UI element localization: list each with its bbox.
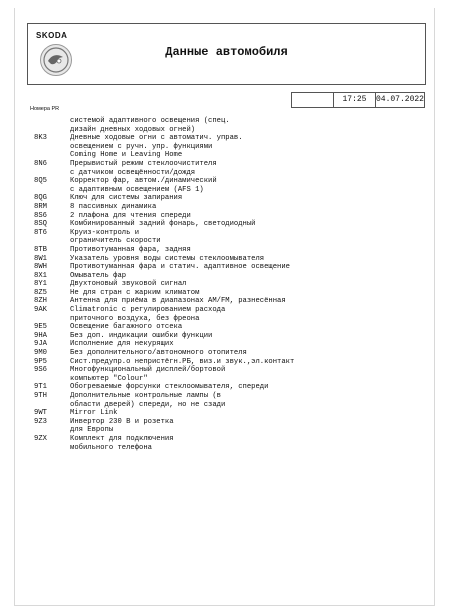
list-item: [34, 383, 424, 392]
time-value: 17:25: [333, 93, 375, 107]
pr-description: Антенна для приёма в диапазонах AM/FM, разнесённая: [70, 297, 286, 306]
list-item: [34, 315, 424, 324]
pr-code: 8N6: [34, 159, 47, 168]
pr-code: 8X1: [34, 271, 47, 280]
pr-description: Многофункциональный дисплей/бортовой: [70, 366, 226, 375]
list-item: [34, 160, 424, 169]
pr-description: дизайн дневных ходовых огней): [70, 125, 196, 134]
pr-code: 9JA: [34, 340, 47, 349]
list-item: [34, 151, 424, 160]
pr-code: 8RM: [34, 202, 47, 211]
pr-description: Противотуманная фара, задняя: [70, 245, 191, 254]
pr-code: 8S6: [34, 211, 47, 220]
pr-description: с датчиком освещённости/дождя: [70, 168, 196, 177]
pr-description: Дополнительные контрольные лампы (в: [70, 392, 221, 400]
pr-code: 9HA: [34, 331, 47, 340]
document-title: Данные автомобиля: [165, 45, 288, 59]
pr-description: Омыватель фар: [70, 271, 127, 280]
pr-description: области дверей) спереди, но не сзади: [70, 400, 226, 409]
pr-code: 8SQ: [34, 220, 47, 229]
pr-description: ограничитель скорости: [70, 237, 161, 246]
list-item: [34, 297, 424, 306]
list-item: [34, 177, 424, 186]
pr-description: компьютер "Colour": [70, 374, 148, 383]
pr-description: с адаптивным освещением (AFS 1): [70, 185, 204, 194]
pr-code: [34, 186, 70, 195]
pr-code: 8Q5: [34, 177, 47, 186]
pr-code: 9E5: [34, 323, 47, 332]
list-item: [34, 289, 424, 298]
pr-code: 9AK: [34, 306, 47, 315]
pr-description: Обогреваемые форсунки стеклоомывателя, спереди: [70, 383, 269, 392]
pr-code: [34, 237, 70, 246]
pr-code: [34, 126, 70, 135]
pr-description: Без дополнительного/автономного отопителя: [70, 349, 247, 358]
document-header: [27, 23, 426, 85]
pr-code: 9Z3: [34, 417, 47, 426]
list-item: [34, 126, 424, 135]
list-item: [34, 392, 424, 401]
list-item: [34, 409, 424, 418]
list-item: [34, 212, 424, 221]
pr-description: Дневные ходовые огни с автоматич. управ.: [70, 134, 243, 143]
pr-description: Освещение багажного отсека: [70, 323, 183, 332]
list-item: [34, 246, 424, 255]
pr-code: 9TH: [34, 392, 47, 400]
pr-code: 8QG: [34, 194, 47, 203]
pr-description: для Европы: [70, 426, 114, 435]
pr-numbers-label: Номера PR: [30, 106, 60, 112]
pr-description: Двухтоновый звуковой сигнал: [70, 280, 187, 289]
pr-code: 8Y1: [34, 280, 47, 289]
pr-description: Прерывистый режим стеклоочистителя: [70, 159, 217, 168]
pr-description: Комбинированный задний фонарь, светодиодный: [70, 220, 256, 229]
pr-description: Противотуманная фара и статич. адаптивное освещение: [70, 263, 290, 272]
list-item: [34, 134, 424, 143]
pr-code: 8W1: [34, 254, 47, 263]
pr-description: Инвертор 230 В и розетка: [70, 417, 174, 426]
pr-code: 8TB: [34, 245, 47, 254]
date-value: 04.07.2022: [375, 93, 424, 107]
pr-code: 9S6: [34, 366, 47, 375]
blank-cell: [292, 93, 333, 107]
list-item: [34, 255, 424, 264]
pr-code: [34, 151, 70, 160]
pr-code: 8ZH: [34, 297, 47, 306]
pr-code: [34, 426, 70, 435]
list-item: [34, 220, 424, 229]
list-item: [34, 229, 424, 238]
pr-description: Комплект для подключения: [70, 434, 174, 443]
pr-description: системой адаптивного освещения (спец.: [70, 117, 230, 125]
list-item: [34, 358, 424, 367]
list-item: [34, 401, 424, 410]
list-item: [34, 418, 424, 427]
list-item: [34, 349, 424, 358]
list-item: [34, 444, 424, 453]
pr-description: освещением с ручн. упр. функциями: [70, 142, 213, 151]
list-item: [34, 186, 424, 195]
timestamp-box: [291, 92, 425, 108]
list-item: [34, 435, 424, 444]
pr-description: Mirror Link: [70, 409, 118, 418]
pr-code: [34, 315, 70, 324]
list-item: [34, 117, 424, 126]
list-item: [34, 169, 424, 178]
pr-code-list: [34, 117, 424, 452]
pr-code: [34, 444, 70, 453]
pr-code: [34, 143, 70, 152]
pr-code: 9M0: [34, 349, 47, 358]
pr-description: Climatronic с регулированием расхода: [70, 306, 226, 315]
pr-description: Coming Home и Leaving Home: [70, 151, 183, 160]
pr-code: 8K3: [34, 134, 47, 143]
list-item: [34, 332, 424, 341]
list-item: [34, 272, 424, 281]
pr-code: [34, 401, 70, 410]
list-item: [34, 280, 424, 289]
pr-description: приточного воздуха, без фреона: [70, 314, 200, 323]
brand-name: SKODA: [36, 31, 68, 40]
pr-code: 8Z5: [34, 288, 47, 297]
list-item: [34, 143, 424, 152]
pr-description: Круиз-контроль и: [70, 228, 140, 237]
pr-description: мобильного телефона: [70, 443, 152, 452]
pr-description: 8 пассивных динамика: [70, 202, 157, 211]
pr-description: Сист.предупр.о непристёгн.РБ, виз.и звук.,эл.контакт: [70, 357, 295, 366]
list-item: [34, 323, 424, 332]
list-item: [34, 306, 424, 315]
pr-description: Указатель уровня воды системы стеклоомывателя: [70, 254, 265, 263]
pr-description: Ключ для системы запирания: [70, 194, 183, 203]
pr-code: 9T1: [34, 383, 47, 392]
pr-description: Без доп. индикации ошибки функции: [70, 331, 213, 340]
list-item: [34, 203, 424, 212]
pr-code: 8WH: [34, 263, 47, 272]
list-item: [34, 263, 424, 272]
list-item: [34, 426, 424, 435]
pr-code: [34, 375, 70, 384]
pr-description: Корректор фар, автом./динамический: [70, 177, 217, 186]
list-item: [34, 366, 424, 375]
list-item: [34, 340, 424, 349]
pr-code: [34, 169, 70, 178]
pr-description: Не для стран с жарким климатом: [70, 288, 200, 297]
pr-description: 2 плафона для чтения спереди: [70, 211, 191, 220]
pr-code: 9P5: [34, 357, 47, 366]
pr-code: [34, 117, 70, 126]
pr-description: Исполнение для некурящих: [70, 340, 174, 349]
pr-code: 8T6: [34, 228, 47, 237]
list-item: [34, 194, 424, 203]
pr-code: 9ZX: [34, 434, 47, 443]
list-item: [34, 237, 424, 246]
pr-code: 9WT: [34, 409, 47, 418]
